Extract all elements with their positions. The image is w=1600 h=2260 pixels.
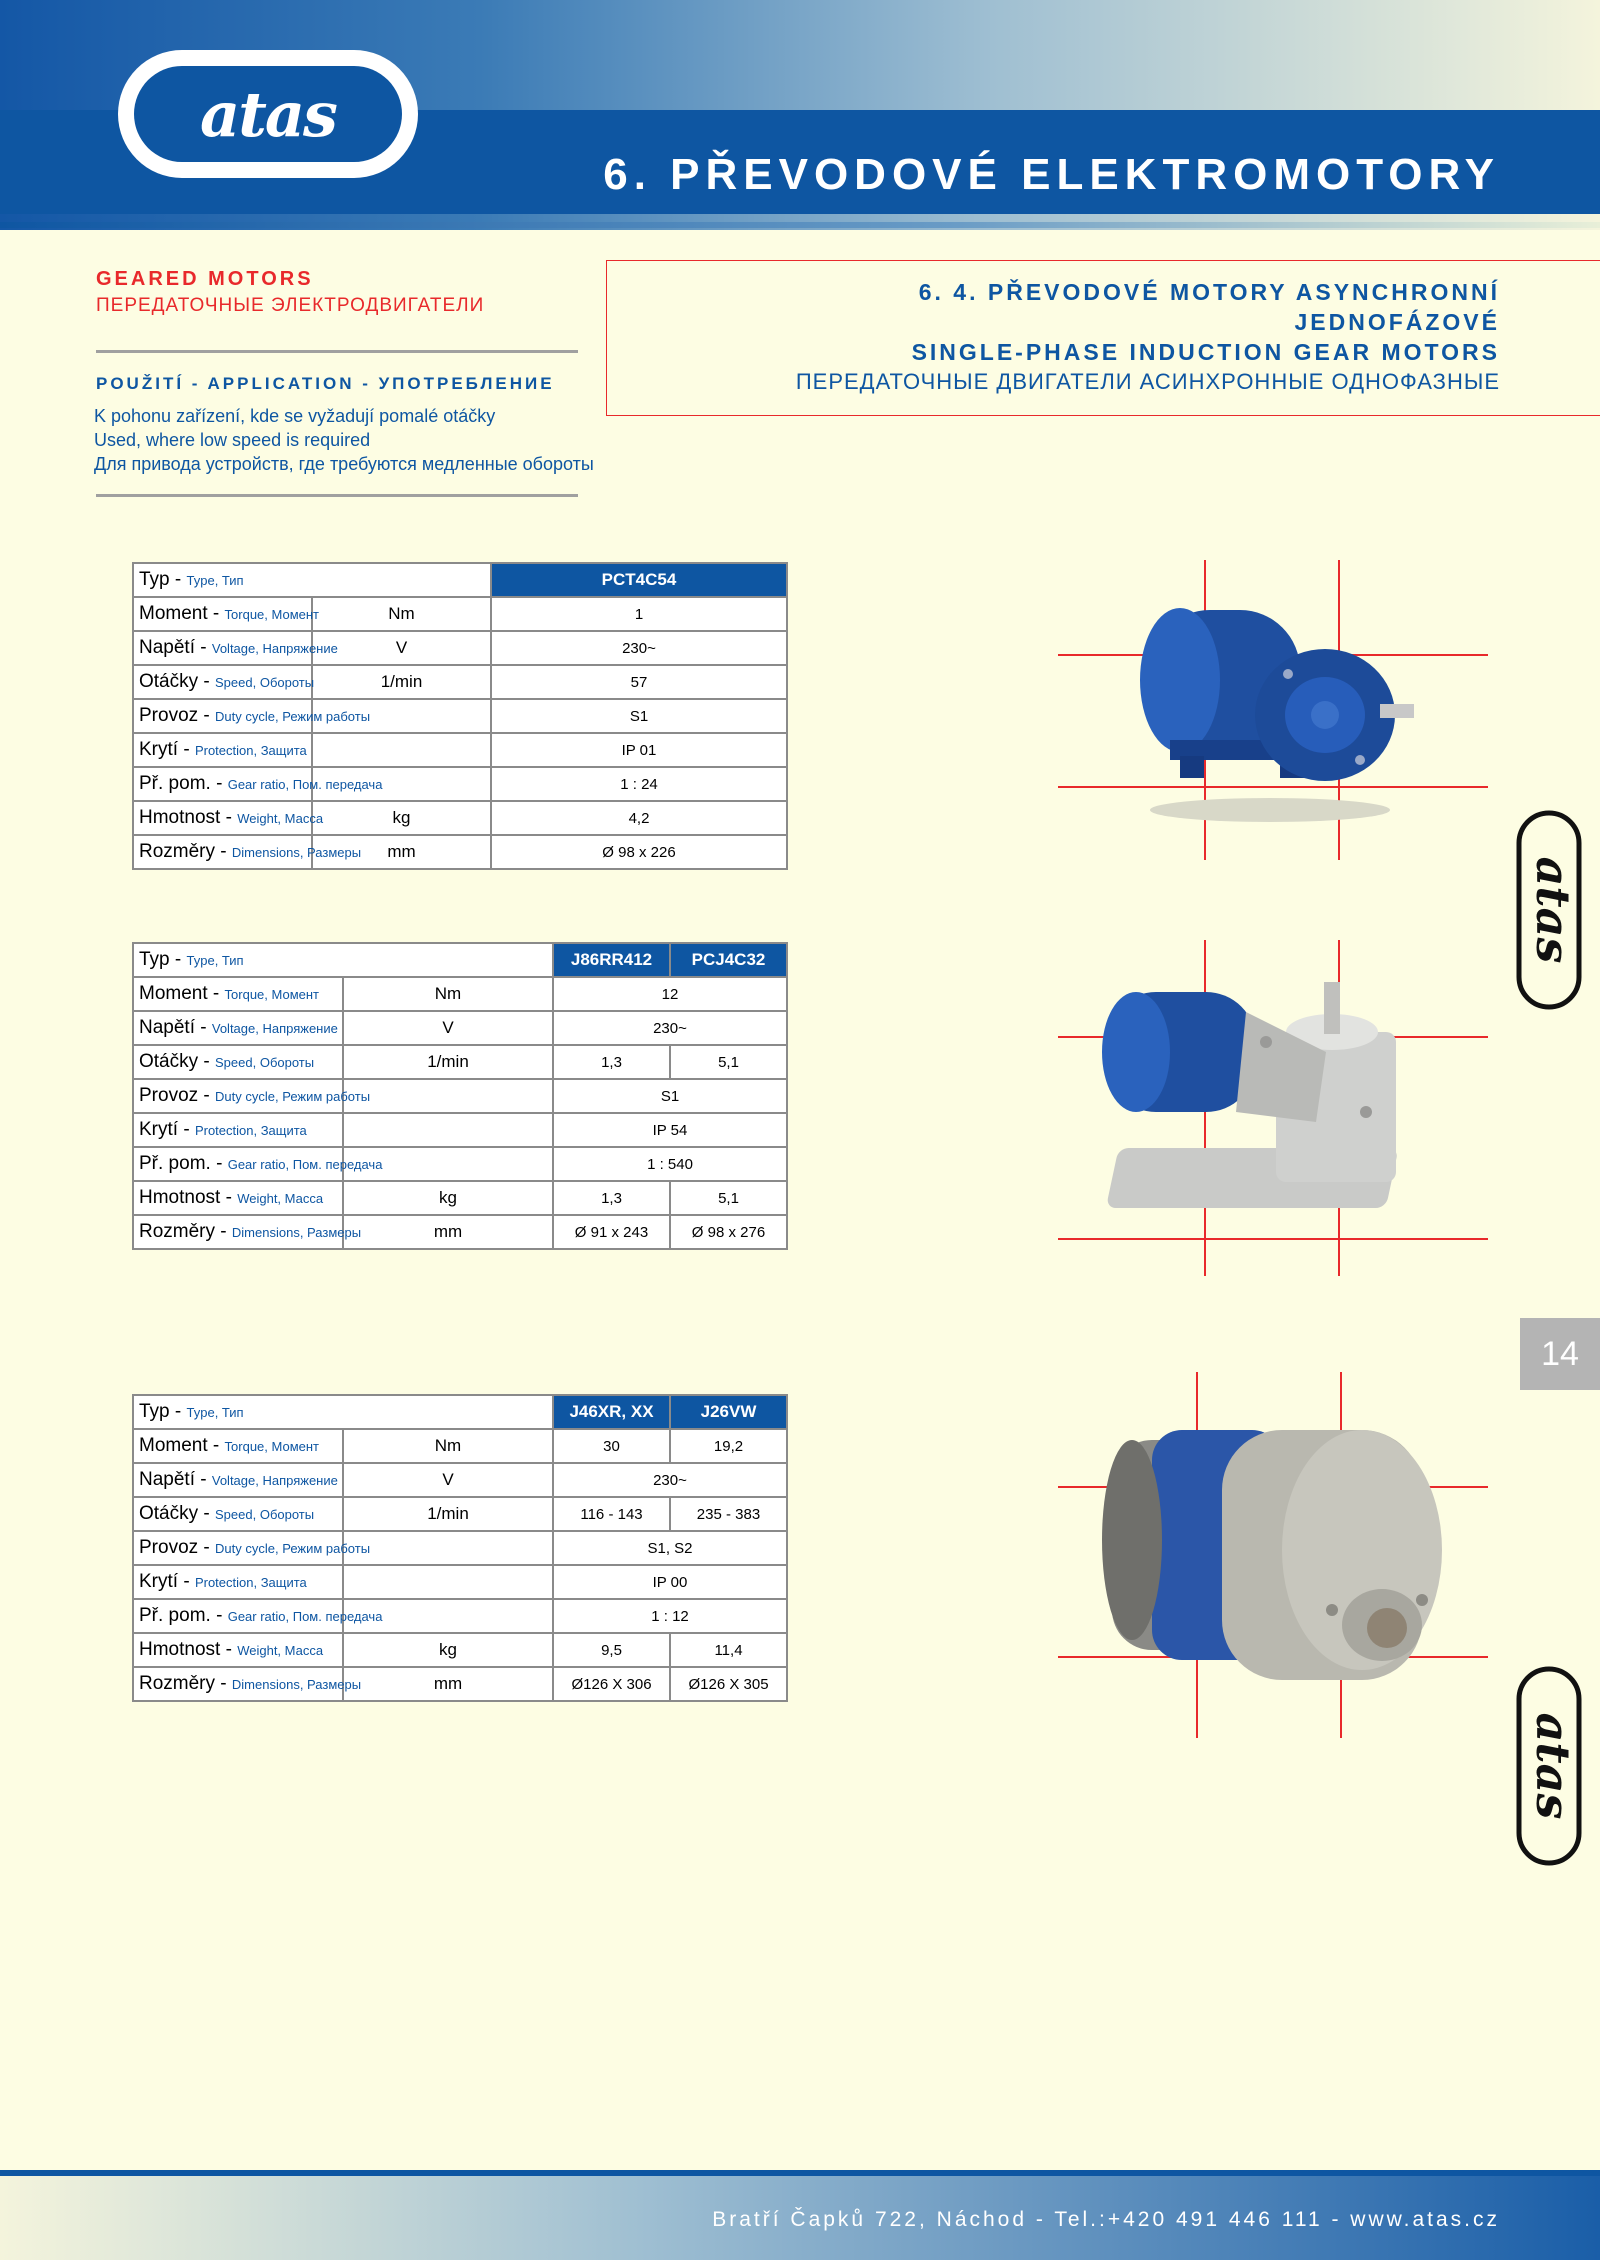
value-cell: 1 : 12 xyxy=(553,1599,787,1633)
geared-motors-en: GEARED MOTORS xyxy=(96,268,314,290)
application-ru: Для привода устройств, где требуются медленные обороты xyxy=(94,454,594,474)
unit-cell: 1/min xyxy=(312,665,491,699)
row-label: Rozměry - Dimensions, Размеры xyxy=(133,1215,343,1249)
unit-cell xyxy=(343,1079,553,1113)
value-cell: 19,2 xyxy=(670,1429,787,1463)
row-label: Př. pom. - Gear ratio, Пом. передача xyxy=(133,1599,343,1633)
table-row xyxy=(133,1633,787,1667)
page-number-tab: 14 xyxy=(1520,1318,1600,1390)
value-cell: 1 : 24 xyxy=(491,767,787,801)
section-title-ru: ПЕРЕДАТОЧНЫЕ ДВИГАТЕЛИ АСИНХРОННЫЕ ОДНОФАЗНЫЕ xyxy=(795,369,1500,394)
divider xyxy=(96,494,578,497)
value-cell: 1 : 540 xyxy=(553,1147,787,1181)
unit-cell: Nm xyxy=(343,977,553,1011)
row-label: Krytí - Protection, Защита xyxy=(133,733,312,767)
table-row xyxy=(133,1395,787,1429)
value-cell: S1, S2 xyxy=(553,1531,787,1565)
table-row xyxy=(133,1497,787,1531)
value-cell: IP 54 xyxy=(553,1113,787,1147)
type-header: J46XR, XX xyxy=(553,1395,670,1429)
unit-cell: Nm xyxy=(343,1429,553,1463)
row-label: Moment - Torque, Момент xyxy=(133,1429,343,1463)
value-cell: IP 00 xyxy=(553,1565,787,1599)
divider xyxy=(96,350,578,353)
section-title-cz-2: JEDNOFÁZOVÉ xyxy=(1294,309,1500,335)
row-label: Hmotnost - Weight, Масса xyxy=(133,1181,343,1215)
header-divider xyxy=(0,222,1600,228)
application-text xyxy=(94,404,594,476)
atas-side-logo xyxy=(1516,810,1582,1010)
svg-text:atas: atas xyxy=(1526,856,1580,964)
table-row xyxy=(133,1011,787,1045)
geared-motors-heading xyxy=(96,268,616,317)
application-label: POUŽITÍ - APPLICATION - УПОТРЕБЛЕНИЕ xyxy=(96,374,555,393)
row-label: Napětí - Voltage, Напряжение xyxy=(133,631,312,665)
row-label: Př. pom. - Gear ratio, Пом. передача xyxy=(133,1147,343,1181)
gear-motor-photo-3 xyxy=(1092,1400,1462,1700)
table-row xyxy=(133,835,787,869)
row-label: Otáčky - Speed, Обороты xyxy=(133,1497,343,1531)
table-row xyxy=(133,1565,787,1599)
unit-cell: kg xyxy=(312,801,491,835)
value-cell: Ø 98 x 226 xyxy=(491,835,787,869)
value-cell: 230~ xyxy=(491,631,787,665)
table-row xyxy=(133,1429,787,1463)
value-cell: 116 - 143 xyxy=(553,1497,670,1531)
table-row xyxy=(133,767,787,801)
row-label: Provoz - Duty cycle, Режим работы xyxy=(133,1079,343,1113)
value-cell: 4,2 xyxy=(491,801,787,835)
table-row xyxy=(133,1113,787,1147)
table-row xyxy=(133,1599,787,1633)
type-header: J26VW xyxy=(670,1395,787,1429)
table-row xyxy=(133,1181,787,1215)
value-cell: 5,1 xyxy=(670,1181,787,1215)
unit-cell: Nm xyxy=(312,597,491,631)
unit-cell xyxy=(343,1565,553,1599)
row-label: Moment - Torque, Момент xyxy=(133,977,343,1011)
row-label: Rozměry - Dimensions, Размеры xyxy=(133,835,312,869)
unit-cell: 1/min xyxy=(343,1045,553,1079)
application-cz: K pohonu zařízení, kde se vyžadují pomalé otáčky xyxy=(94,406,496,426)
value-cell: 235 - 383 xyxy=(670,1497,787,1531)
table-row xyxy=(133,1215,787,1249)
value-cell: 230~ xyxy=(553,1011,787,1045)
unit-cell xyxy=(343,1531,553,1565)
table-row xyxy=(133,1045,787,1079)
row-label: Rozměry - Dimensions, Размеры xyxy=(133,1667,343,1701)
atas-side-logo xyxy=(1516,1666,1582,1866)
table-row xyxy=(133,1463,787,1497)
table-row xyxy=(133,563,787,597)
value-cell: 9,5 xyxy=(553,1633,670,1667)
value-cell: 11,4 xyxy=(670,1633,787,1667)
row-label: Moment - Torque, Момент xyxy=(133,597,312,631)
unit-cell: mm xyxy=(343,1215,553,1249)
unit-cell: V xyxy=(312,631,491,665)
unit-cell: kg xyxy=(343,1633,553,1667)
footer-divider xyxy=(0,2170,1600,2176)
table-row xyxy=(133,1079,787,1113)
dimension-line xyxy=(1058,1238,1488,1240)
spec-table-3 xyxy=(132,1394,788,1702)
type-header: J86RR412 xyxy=(553,943,670,977)
unit-cell: 1/min xyxy=(343,1497,553,1531)
table-row xyxy=(133,699,787,733)
unit-cell: mm xyxy=(312,835,491,869)
value-cell: 57 xyxy=(491,665,787,699)
value-cell: Ø 91 x 243 xyxy=(553,1215,670,1249)
row-label: Typ - Type, Тип xyxy=(133,563,491,597)
row-label: Otáčky - Speed, Обороты xyxy=(133,665,312,699)
table-row xyxy=(133,1531,787,1565)
row-label: Napětí - Voltage, Напряжение xyxy=(133,1463,343,1497)
section-title-en: SINGLE-PHASE INDUCTION GEAR MOTORS xyxy=(911,339,1500,365)
atas-logo-text: atas xyxy=(200,78,336,151)
table-row xyxy=(133,977,787,1011)
table-row xyxy=(133,733,787,767)
row-label: Typ - Type, Тип xyxy=(133,1395,553,1429)
value-cell: 1,3 xyxy=(553,1181,670,1215)
unit-cell xyxy=(312,733,491,767)
value-cell: 12 xyxy=(553,977,787,1011)
footer-address: Bratří Čapků 722, Náchod - Tel.:+420 491 446 111 - www.atas.cz xyxy=(712,2208,1500,2231)
svg-text:atas: atas xyxy=(1526,1712,1580,1820)
geared-motors-ru: ПЕРЕДАТОЧНЫЕ ЭЛЕКТРОДВИГАТЕЛИ xyxy=(96,295,485,316)
value-cell: 5,1 xyxy=(670,1045,787,1079)
application-en: Used, where low speed is required xyxy=(94,430,371,450)
spec-table-2 xyxy=(132,942,788,1250)
table-row xyxy=(133,801,787,835)
table-row xyxy=(133,1147,787,1181)
value-cell: 1,3 xyxy=(553,1045,670,1079)
table-row xyxy=(133,943,787,977)
unit-cell: kg xyxy=(343,1181,553,1215)
row-label: Napětí - Voltage, Напряжение xyxy=(133,1011,343,1045)
row-label: Hmotnost - Weight, Масса xyxy=(133,801,312,835)
value-cell: Ø126 X 305 xyxy=(670,1667,787,1701)
section-title-box xyxy=(606,260,1600,416)
value-cell: 30 xyxy=(553,1429,670,1463)
table-row xyxy=(133,665,787,699)
row-label: Provoz - Duty cycle, Режим работы xyxy=(133,699,312,733)
type-header: PCT4C54 xyxy=(491,563,787,597)
type-header: PCJ4C32 xyxy=(670,943,787,977)
value-cell: 1 xyxy=(491,597,787,631)
value-cell: 230~ xyxy=(553,1463,787,1497)
table-row xyxy=(133,1667,787,1701)
value-cell: S1 xyxy=(491,699,787,733)
spec-table-1 xyxy=(132,562,788,870)
value-cell: S1 xyxy=(553,1079,787,1113)
row-label: Krytí - Protection, Защита xyxy=(133,1113,343,1147)
row-label: Krytí - Protection, Защита xyxy=(133,1565,343,1599)
row-label: Typ - Type, Тип xyxy=(133,943,553,977)
page-title: 6. PŘEVODOVÉ ELEKTROMOTORY xyxy=(603,150,1500,199)
value-cell: Ø126 X 306 xyxy=(553,1667,670,1701)
gear-motor-photo-2 xyxy=(1096,972,1456,1232)
section-title-cz-1: 6. 4. PŘEVODOVÉ MOTORY ASYNCHRONNÍ xyxy=(918,279,1500,305)
table-row xyxy=(133,597,787,631)
gear-motor-photo-1 xyxy=(1120,570,1420,830)
unit-cell xyxy=(343,1113,553,1147)
row-label: Provoz - Duty cycle, Режим работы xyxy=(133,1531,343,1565)
table-row xyxy=(133,631,787,665)
row-label: Př. pom. - Gear ratio, Пом. передача xyxy=(133,767,312,801)
unit-cell: V xyxy=(343,1463,553,1497)
unit-cell: V xyxy=(343,1011,553,1045)
row-label: Otáčky - Speed, Обороты xyxy=(133,1045,343,1079)
value-cell: IP 01 xyxy=(491,733,787,767)
value-cell: Ø 98 x 276 xyxy=(670,1215,787,1249)
unit-cell: mm xyxy=(343,1667,553,1701)
row-label: Hmotnost - Weight, Масса xyxy=(133,1633,343,1667)
